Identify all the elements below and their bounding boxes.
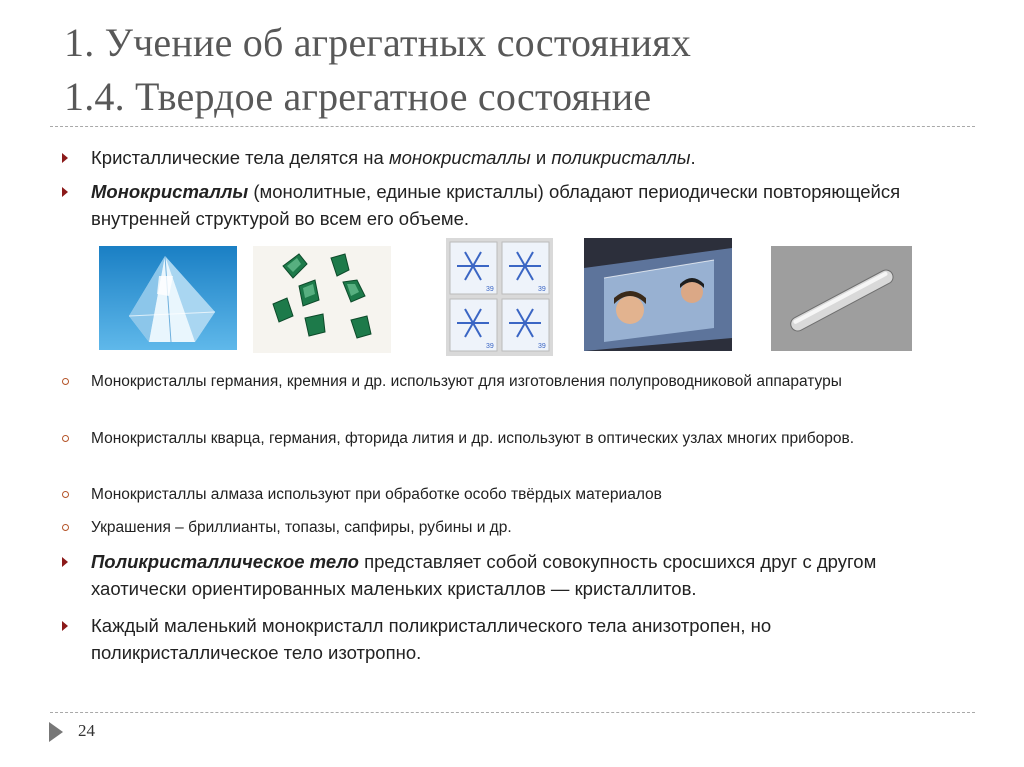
- stamp-value: 39: [538, 286, 546, 293]
- bullet-text: [91, 612, 962, 666]
- sub-bullet-optics: [62, 427, 942, 450]
- sub-bullet-text: Монокристаллы кварца, германия, фторида лития и др. используют в оптических узлах многих приборов.: [91, 430, 855, 447]
- triangle-bullet-icon: [62, 187, 68, 197]
- diamond-crystal-image: [99, 246, 237, 350]
- large-crystal-people-image: [584, 238, 732, 351]
- emerald-crystals-image: [253, 246, 391, 353]
- stamp-value: 39: [486, 286, 494, 293]
- bullet-polycrystal-definition: [62, 548, 962, 602]
- text-segment: и: [530, 147, 552, 168]
- circle-bullet-icon: [62, 491, 69, 498]
- triangle-bullet-icon: [62, 153, 68, 163]
- page-number: 24: [78, 721, 95, 740]
- term-monocrystals-bold: Монокристаллы: [91, 181, 249, 202]
- text-segment: .: [690, 147, 696, 168]
- bullet-anisotropy: [62, 612, 962, 666]
- text-segment: Кристаллические тела делятся на: [91, 147, 389, 168]
- bullet-crystal-types: [62, 144, 962, 171]
- text-segment: Каждый маленький монокристалл поликристаллического тела анизотропен, но поликристаллическое тело изотропно.: [91, 615, 772, 663]
- term-polycrystal-bold: Поликристаллическое тело: [91, 551, 359, 572]
- top-divider: [50, 126, 975, 127]
- sub-bullet-diamond: [62, 483, 942, 506]
- circle-bullet-icon: [62, 524, 69, 531]
- stamp-value: 39: [486, 343, 494, 350]
- slide-title: [64, 16, 994, 124]
- silicon-rod-image: [771, 246, 912, 351]
- title-line-2: 1.4. Твердое агрегатное состояние: [64, 74, 652, 119]
- triangle-bullet-icon: [62, 557, 68, 567]
- sub-bullet-text: Монокристаллы алмаза используют при обработке особо твёрдых материалов: [91, 486, 662, 503]
- term-monocrystals: монокристаллы: [388, 147, 531, 168]
- sub-bullet-text: Украшения – бриллианты, топазы, сапфиры, рубины и др.: [91, 519, 512, 536]
- bullet-monocrystals-definition: [62, 178, 962, 232]
- stamp-value: 39: [538, 343, 546, 350]
- bullet-text: [91, 178, 962, 232]
- title-line-1: 1. Учение об агрегатных состояниях: [64, 20, 692, 65]
- bullet-text: [91, 144, 962, 171]
- snowflake-stamps-image: [446, 238, 553, 356]
- bottom-divider: [50, 712, 975, 713]
- bullet-text: [91, 548, 962, 602]
- circle-bullet-icon: [62, 435, 69, 442]
- text-segment: представляет собой совокупность сросшихся друг с другом хаотически ориентированных маленьких кристаллов — кристаллитов.: [91, 551, 877, 599]
- text-segment: (монолитные, единые кристаллы) обладают периодически повторяющейся внутренней структурой во всем его объеме.: [91, 181, 901, 229]
- circle-bullet-icon: [62, 378, 69, 385]
- sub-bullet-jewelry: [62, 516, 942, 539]
- triangle-bullet-icon: [62, 621, 68, 631]
- sub-bullet-semiconductors: [62, 370, 942, 393]
- play-arrow-icon: [49, 722, 63, 742]
- term-polycrystals: поликристаллы: [551, 147, 691, 168]
- sub-bullet-text: Монокристаллы германия, кремния и др. используют для изготовления полупроводниковой аппаратуры: [91, 373, 842, 390]
